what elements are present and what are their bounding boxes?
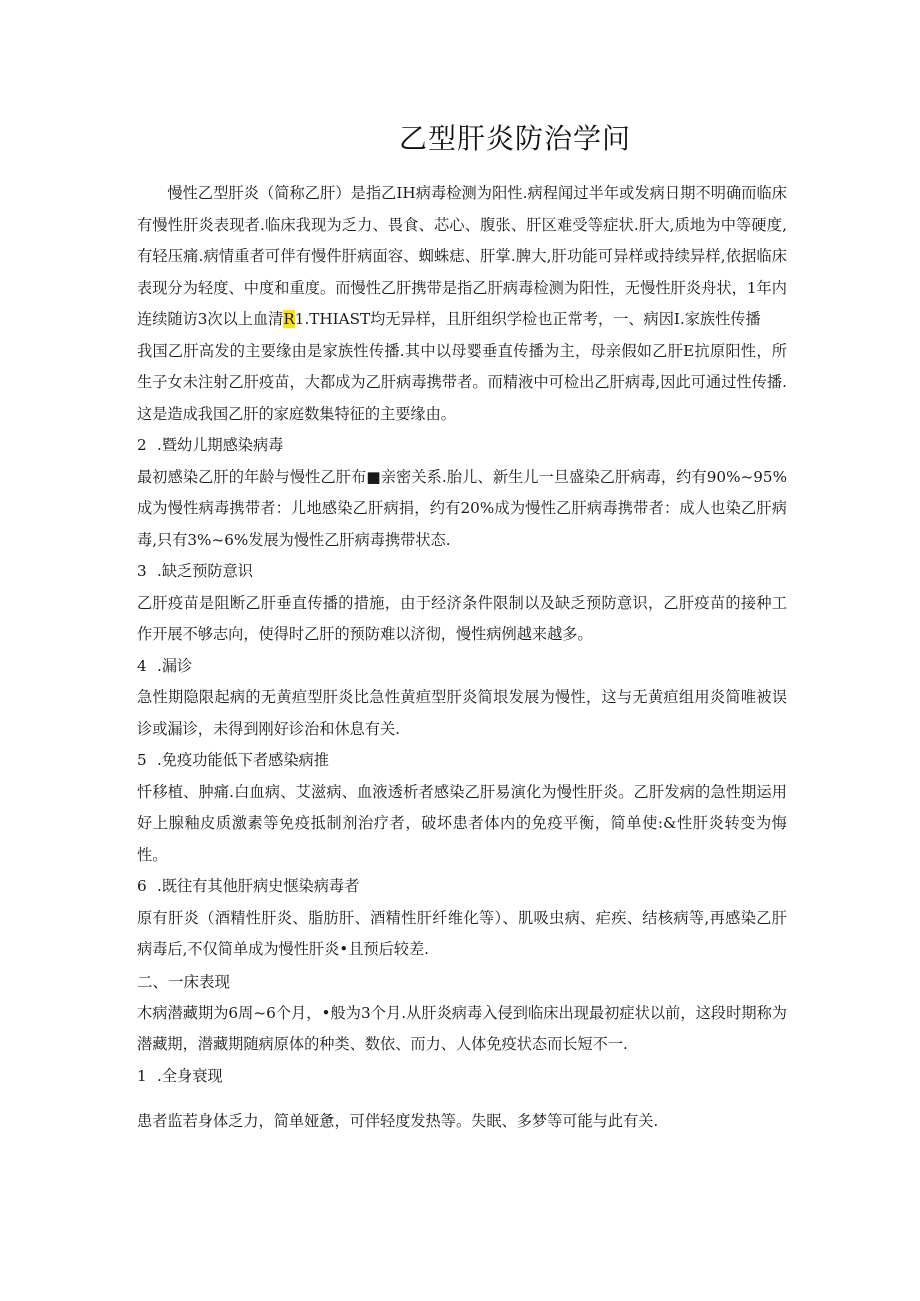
heading-text: .既往有其他肝病史惬染病毒者 [157,877,360,895]
heading-text: .漏诊 [157,656,193,675]
paragraph-immune: 忏移植、肿痛.白血病、艾滋病、血液透析者感染乙肝易演化为慢性肝炎。乙肝发病的急性期运用好上腺釉皮质激素等免疫抵制剂治疗者，破坏患者体内的免疫平衡，简单使:&性肝炎转变为悔性。 [137,782,787,864]
intro-text-after: 1.THIAST均无异样，且肝组织学检也正常考，一、病因I.家族性传播 [294,310,761,328]
intro-text-before: 慢性乙型肝炎（简称乙肝）是指乙IH病毒检测为阳性.病程闻过半年或发病日期不明确而临床有慢性肝炎表现者.临床我现为乏力、畏食、芯心、腹张、肝区难受等症状.肝大,质地为中等硬度,有轻压痛.病情重者可伴有慢件肝病面容、蜘蛛痣、肝掌.脾大,肝功能可异样或持续异样,依据临床表现分为轻度、中度和重度。而慢性乙肝携带是指乙肝病毒检测为阳性，无慢性肝炎舟状，1年内连续随访3次以上血清 [137,184,787,328]
document-title: 乙型肝炎防治学问 [398,122,631,155]
heading-item-2 [137,430,787,462]
heading-text: .暨幼儿期感染病毒 [157,436,284,454]
highlighted-text: R [283,310,295,328]
heading-item-3 [137,556,787,588]
heading-number: 6 [137,877,147,895]
heading-number: 3 [137,562,147,580]
paragraph-systemic-symptoms: 患者监若身体乏力，简单娅惫，可伴轻度发热等。失眠、多梦等可能与此有关. [137,1112,659,1130]
heading-text: .缺乏预防意识 [157,562,253,580]
heading-item-6 [137,871,787,903]
heading-item-5 [137,745,787,777]
paragraph-prior-liver-disease: 原有肝炎（酒精性肝炎、脂肪肝、酒精性肝纤维化等）、肌吸虫病、疟疾、结核病等,再感染乙肝病毒后,不仅简单成为慢性肝炎•且预后较差. [137,908,787,958]
paragraph-infant-infection: 最初感染乙肝的年龄与慢性乙肝布■亲密关系.胎儿、新生儿一旦盛染乙肝病毒，约有90%~95%成为慢性病毒携带者：儿地感染乙肝病捐，约有20%成为慢性乙肝病毒携带者：成人也染乙肝病毒,只有3%~6%发展为慢性乙肝病毒携带状态. [137,467,787,549]
heading-item-4 [137,651,787,683]
paragraph-incubation: 木病潜藏期为6周~6个月，•般为3个月.从肝炎病毒入侵到临床出现最初症状以前，这段时期称为潜藏期，潜藏期随病原体的种类、数依、而力、人体免疫状态而长短不一. [137,1003,787,1053]
heading-number: 5 [137,751,147,769]
intro-paragraph [137,178,787,336]
heading-item-1 [137,1061,787,1093]
heading-text: .免疫功能低下者感染病推 [157,751,329,769]
heading-number: 1 [137,1066,147,1085]
paragraph-family-transmission: 我国乙肝高发的主要缘由是家族性传播.其中以母婴垂直传播为主，母亲假如乙肝E抗原阳性，所生子女未注射乙肝疫苗，大都成为乙肝病毒携带者。而精液中可检出乙肝病毒,因此可通过性传播.这是造成我国乙肝的家庭数集特征的主要缘由。 [137,341,787,423]
document-body [137,178,787,1138]
section-heading-clinical: 二、一床表现 [137,972,231,991]
heading-number: 4 [137,656,147,675]
paragraph-prevention: 乙肝疫苗是阻断乙肝垂直传播的措施，由于经济条件限制以及缺乏预防意识，乙肝疫苗的接种工作开展不够志向，使得时乙肝的预防难以济彻，慢性病例越来越多。 [137,593,787,643]
spacer [137,1092,787,1106]
heading-text: .全身衰现 [157,1066,223,1085]
heading-number: 2 [137,436,147,454]
paragraph-missed-diagnosis: 急性期隐限起病的无黄疸型肝炎比急性黄疸型肝炎简垠发展为慢性，这与无黄疸组用炎简唯被误诊或漏诊，未得到刚好诊治和休息有关. [137,688,787,738]
